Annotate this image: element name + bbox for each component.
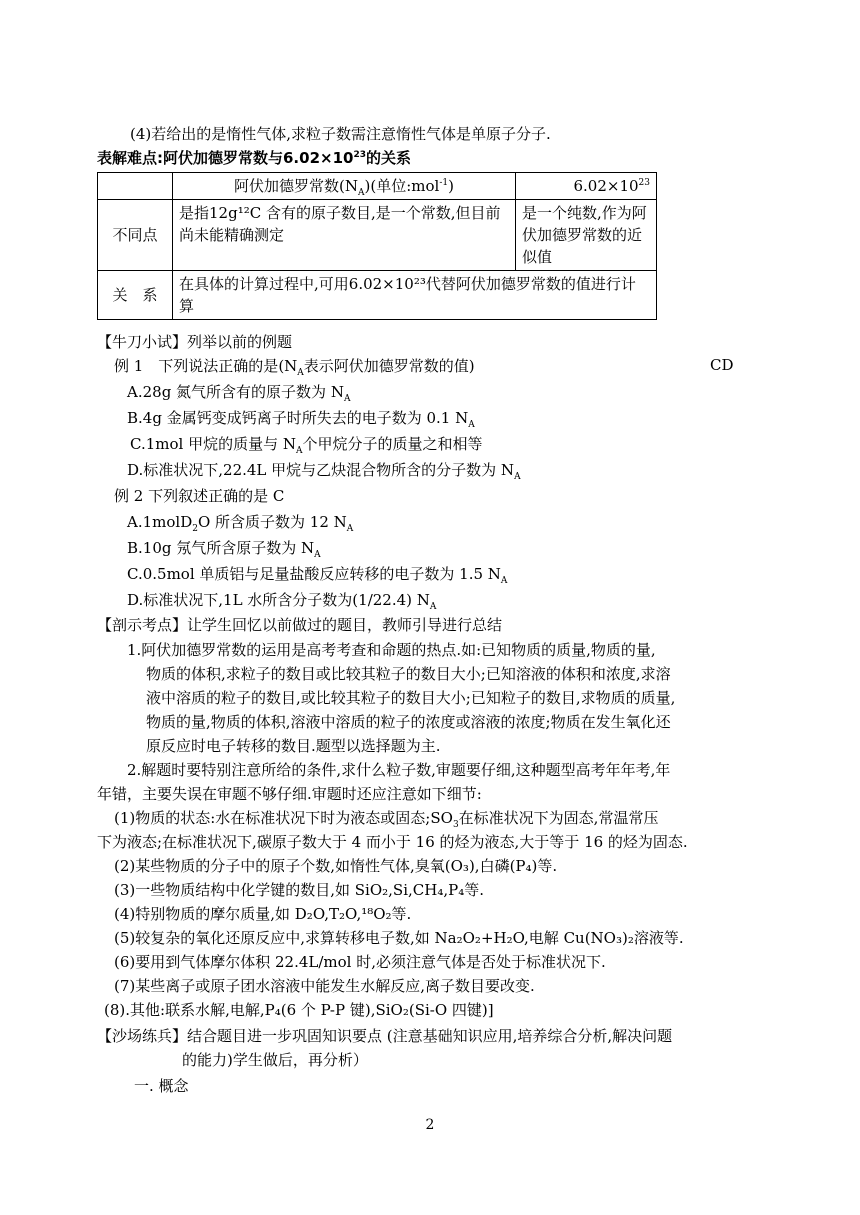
example-1: 例 1 下列说法正确的是($N_A$表示阿伏加德罗常数的值) xyxy=(114,357,475,378)
trial-heading: 【牛刀小试】列举以前的例题 xyxy=(97,333,293,351)
detail-3: (3)一些物质结构中化学键的数目,如 SiO₂,Si,CH₄,P₄等. xyxy=(114,881,484,899)
table-title: 表解难点:阿伏加德罗常数与$6.02\times 10^{23}$的关系 xyxy=(97,149,411,167)
row-label-relation: 关 系 xyxy=(98,271,173,320)
analysis-p1-line4: 物质的量,物质的体积,溶液中溶质的粒子的浓度或溶液的浓度;物质在发生氧化还 xyxy=(146,713,671,731)
detail-2: (2)某些物质的分子中的原子个数,如惰性气体,臭氧(O₃),白磷(P₄)等. xyxy=(114,857,558,875)
analysis-p1-line2: 物质的体积,求粒子的数目或比较其粒子的数目大小;已知溶液的体积和浓度,求溶 xyxy=(146,665,671,683)
header-avogadro: 阿伏加德罗常数$(N_A)$(单位:mol$^{-1}$) xyxy=(173,173,516,200)
cell-relation: 在具体的计算过程中,可用6.02×10²³代替阿伏加德罗常数的值进行计算 xyxy=(173,271,657,320)
section-concept: 一. 概念 xyxy=(134,1077,189,1095)
table-row-difference xyxy=(98,200,657,271)
comparison-table xyxy=(97,172,657,320)
header-number: $6.02\times 10^{23}$ xyxy=(516,173,657,200)
practice-heading-cont: 的能力)学生做后，再分析） xyxy=(182,1051,368,1069)
example-1-option-a: A.28g 氮气所含有的原子数为 $N_A$ xyxy=(127,383,351,404)
table-header-row xyxy=(98,173,657,200)
detail-1b: 下为液态;在标准状况下,碳原子数大于 4 而小于 16 的烃为液态,大于等于 16 的烃为固态. xyxy=(97,833,688,851)
detail-6: (6)要用到气体摩尔体积 22.4L/mol 时,必须注意气体是否处于标准状况下. xyxy=(114,953,606,971)
example-1-option-b: B.4g 金属钙变成钙离子时所失去的电子数为 0.1 $N_A$ xyxy=(127,409,475,430)
example-2-option-d: D.标准状况下,1L 水所含分子数为(1/22.4) $N_A$ xyxy=(127,591,437,612)
intro-note: (4)若给出的是惰性气体,求粒子数需注意惰性气体是单原子分子. xyxy=(130,125,551,143)
detail-8: (8).其他:联系水解,电解,P₄(6 个 P-P 键),SiO₂(Si-O 四键)] xyxy=(104,1001,494,1019)
example-2-option-a: A.1molD$_2$O 所含质子数为 12 $N_A$ xyxy=(127,513,354,534)
detail-5: (5)较复杂的氧化还原反应中,求算转移电子数,如 Na₂O₂+H₂O,电解 Cu(NO₃)₂溶液等. xyxy=(114,929,684,947)
analysis-p1-line3: 液中溶质的粒子的数目,或比较其粒子的数目大小;已知粒子的数目,求物质的质量, xyxy=(146,689,676,707)
example-2-option-c: C.0.5mol 单质铝与足量盐酸反应转移的电子数为 1.5 $N_A$ xyxy=(127,565,508,586)
cell-avogadro-difference: 是指12g¹²C 含有的原子数目,是一个常数,但目前尚未能精确测定 xyxy=(173,200,516,271)
practice-heading: 【沙场练兵】结合题目进一步巩固知识要点 (注意基础知识应用,培养综合分析,解决问题 xyxy=(97,1027,673,1045)
detail-7: (7)某些离子或原子团水溶液中能发生水解反应,离子数目要改变. xyxy=(114,977,535,995)
analysis-p2-line2: 年错，主要失误在审题不够仔细.审题时还应注意如下细节: xyxy=(97,785,482,803)
row-label-difference: 不同点 xyxy=(98,200,173,271)
example-1-option-d: D.标准状况下,22.4L 甲烷与乙炔混合物所含的分子数为 $N_A$ xyxy=(127,461,521,482)
example-2: 例 2 下列叙述正确的是 C xyxy=(114,487,285,505)
example-1-option-c: C.1mol 甲烷的质量与 $N_A$个甲烷分子的质量之和相等 xyxy=(130,435,483,456)
detail-1a: (1)物质的状态:水在标准状况下时为液态或固态$;SO_3$在标准状况下为固态,常温常压 xyxy=(114,809,659,830)
analysis-p2-line1: 2.解题时要特别注意所给的条件,求什么粒子数,审题要仔细,这种题型高考年年考,年 xyxy=(127,761,671,779)
table-row-relation xyxy=(98,271,657,320)
example-1-answer: CD xyxy=(710,356,734,374)
example-2-option-b: B.10g 氖气所含原子数为 $N_A$ xyxy=(127,539,321,560)
page-number: 2 xyxy=(425,1117,435,1133)
analysis-p1-line5: 原反应时电子转移的数目.题型以选择题为主. xyxy=(146,737,441,755)
analysis-heading: 【剖示考点】让学生回忆以前做过的题目，教师引导进行总结 xyxy=(97,616,503,634)
cell-number-difference: 是一个纯数,作为阿伏加德罗常数的近似值 xyxy=(516,200,657,271)
detail-4: (4)特别物质的摩尔质量,如 D₂O,T₂O,¹⁸O₂等. xyxy=(114,905,412,923)
analysis-p1-line1: 1.阿伏加德罗常数的运用是高考考查和命题的热点.如:已知物质的质量,物质的量, xyxy=(127,641,656,659)
